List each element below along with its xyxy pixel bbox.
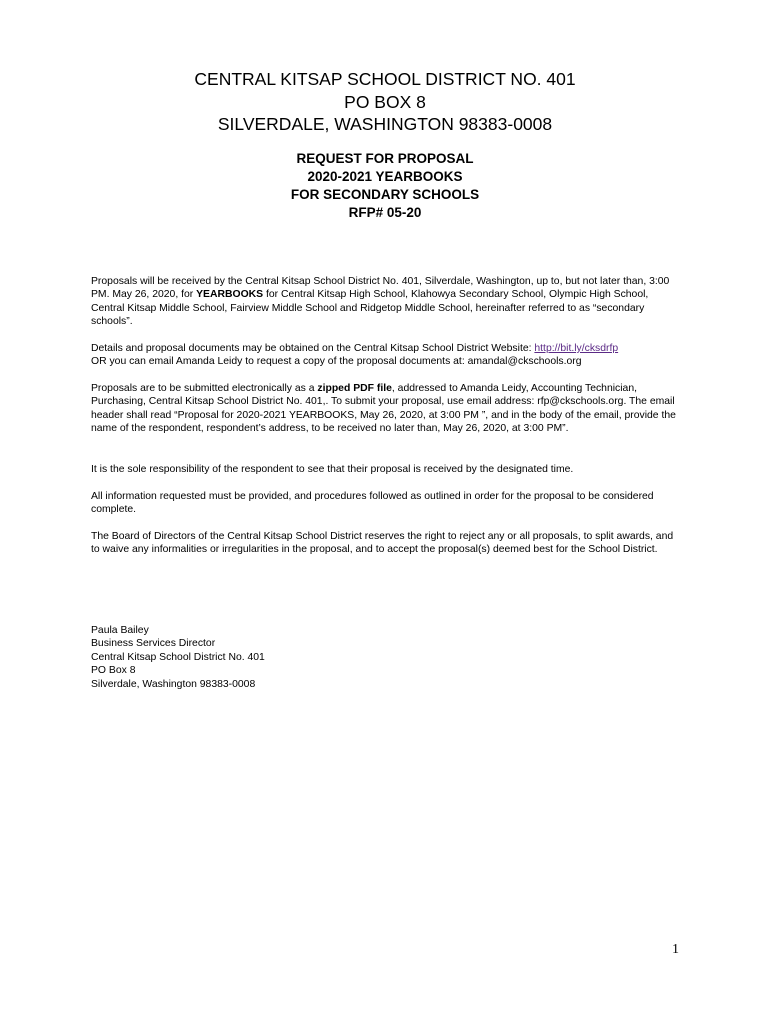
paragraph-submission-method <box>91 382 681 436</box>
p2-text-b: OR you can email Amanda Leidy to request a copy of the proposal documents at: amandal@ckschools.org <box>91 356 582 368</box>
paragraph-completeness: All information requested must be provided, and procedures followed as outlined in order for the proposal to be considered complete. <box>91 491 654 516</box>
district-name: CENTRAL KITSAP SCHOOL DISTRICT NO. 401 <box>194 69 576 89</box>
p3-text-b: , addressed to Amanda Leidy, Accounting Technician, Purchasing, Central Kitsap School District No. 401,. To submit your proposal, use email address: rfp@ckschools.org. The email header shall read “Proposal for 2020-2021 YEARBOOKS, May 26, 2020, at 3:00 PM ”, and in the body of the email, provide the name of the respondent, respondent’s address, to be received no later than, May 26, 2020, at 3:00 PM”. <box>91 383 676 435</box>
website-link[interactable]: http://bit.ly/cksdrfp <box>534 343 619 354</box>
p1-yearbooks-bold: YEARBOOKS <box>196 289 264 301</box>
p2-text-a: Details and proposal documents may be obtained on the Central Kitsap School District Website: <box>91 343 535 354</box>
p1-text-a: Proposals will be received by the Central Kitsap School District No. 401, Silverdale, Washington, up to, but not later than, 3:00 PM. May 26, 2020, for <box>91 276 670 301</box>
signer-po-box: PO Box 8 <box>91 665 136 677</box>
signer-city: Silverdale, Washington 98383-0008 <box>91 678 256 690</box>
district-city: SILVERDALE, WASHINGTON 98383-0008 <box>217 114 553 134</box>
paragraph-submission-deadline <box>91 275 681 329</box>
rfp-title: REQUEST FOR PROPOSAL <box>296 151 474 166</box>
paragraph-responsibility: It is the sole responsibility of the respondent to see that their proposal is received by the designated time. <box>91 464 574 475</box>
rfp-year: 2020-2021 YEARBOOKS <box>307 169 463 184</box>
paragraph-documents <box>91 342 681 369</box>
signer-title: Business Services Director <box>91 638 216 650</box>
district-po-box: PO BOX 8 <box>344 92 426 112</box>
signer-organization: Central Kitsap School District No. 401 <box>91 651 265 663</box>
signer-name: Paula Bailey <box>91 625 149 636</box>
rfp-scope: FOR SECONDARY SCHOOLS <box>290 187 480 202</box>
p3-zipped-pdf-bold: zipped PDF file <box>317 383 392 394</box>
signature-block <box>91 624 491 691</box>
p1-text-b: for Central Kitsap High School, Klahowya Secondary School, Olympic High School, Central Kitsap Middle School, Fairview Middle School and Ridgetop Middle School, hereinafter referred to as “secondary schools”. <box>91 289 649 328</box>
rfp-number: RFP# 05-20 <box>348 205 422 220</box>
paragraph-board-rights: The Board of Directors of the Central Kitsap School District reserves the right to reject any or all proposals, to split awards, and to waive any informalities or irregularities in the proposal, and to accept the proposal(s) deemed best for the School District. <box>91 531 674 556</box>
page-number: 1 <box>672 942 679 957</box>
p3-text-a: Proposals are to be submitted electronically as a <box>91 383 318 394</box>
